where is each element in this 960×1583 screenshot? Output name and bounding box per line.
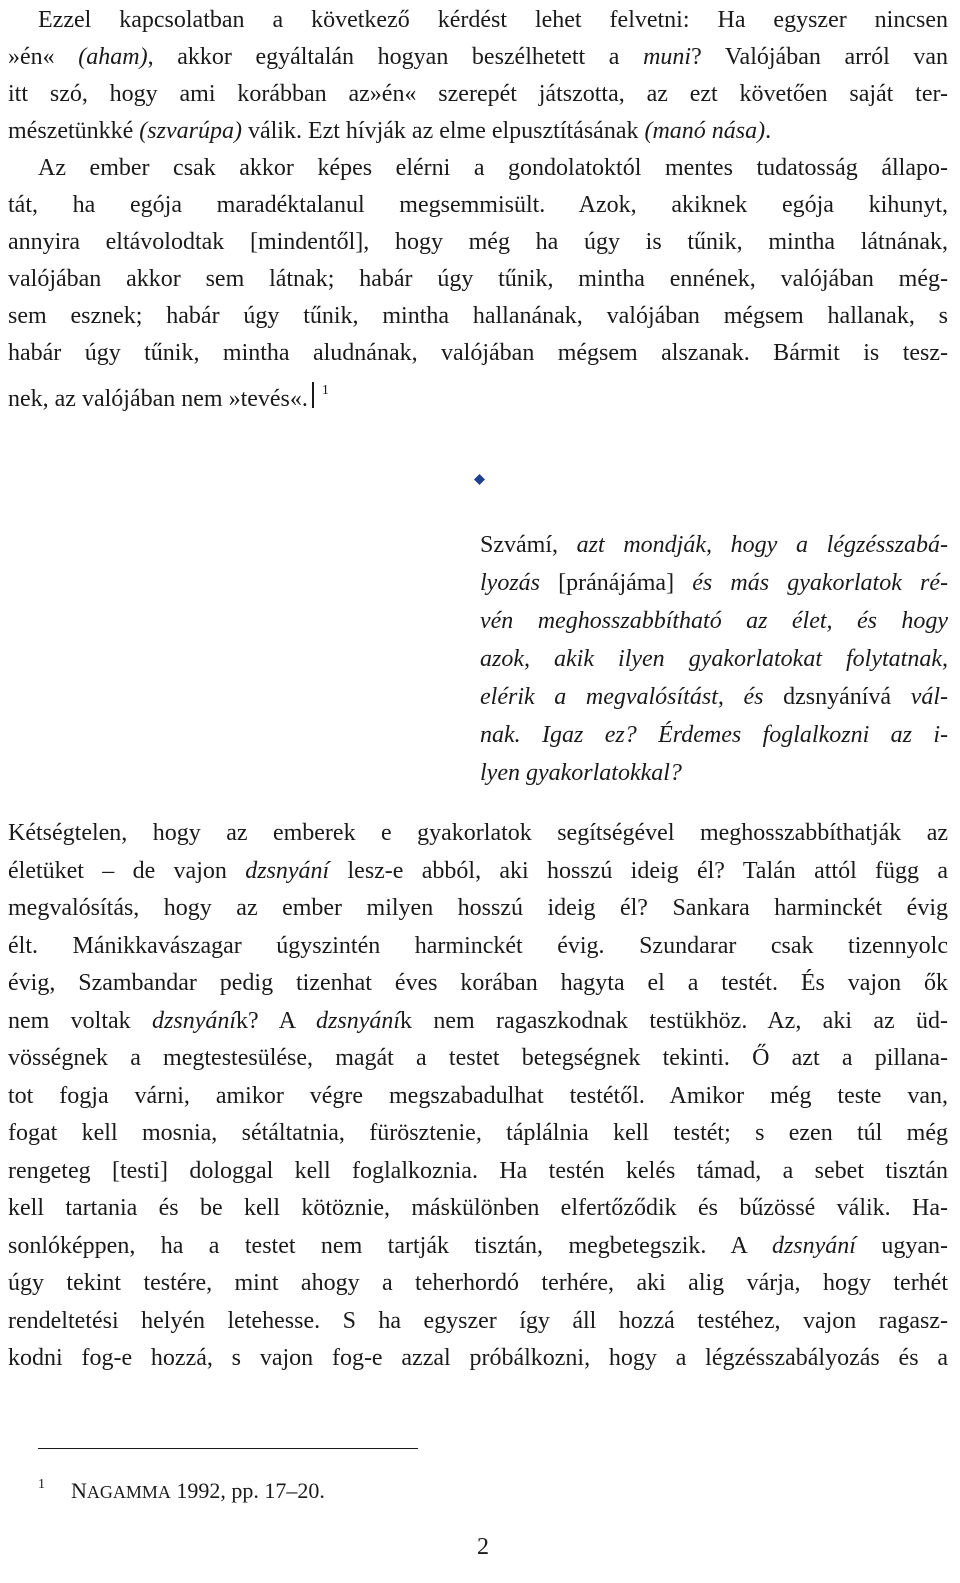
italic-term: azok, akik ilyen gyakorlatokat folytatnak, bbox=[480, 646, 948, 672]
italic-term: vál- bbox=[910, 684, 948, 710]
text-line: Ezzel kapcsolatban a következő kérdést lehet felvetni: Ha egyszer nincsen bbox=[38, 7, 948, 33]
text-line: tát, ha egója maradéktalanul megsemmisült. Azok, akiknek egója kihunyt, bbox=[8, 192, 948, 218]
quote-line bbox=[480, 754, 948, 792]
text-line: Kétségtelen, hogy az emberek e gyakorlatok segítségével meghosszabbíthatják az bbox=[8, 820, 948, 846]
reference-marker bbox=[312, 382, 314, 408]
text-line: megvalósítás, hogy az ember milyen hosszú ideig él? Sankara harminckét évig bbox=[8, 895, 948, 921]
quote-line bbox=[480, 640, 948, 678]
italic-term: (aham) bbox=[78, 44, 148, 70]
text-line: vösségnek a megtestesülése, magát a testet betegségnek tekinti. Ő azt a pillana- bbox=[8, 1045, 948, 1071]
text-line: fogat kell mosnia, sétáltatnia, fürösztenie, táplálnia kell testét; s ezen túl még bbox=[8, 1120, 948, 1146]
footnote-citation: 1992, pp. 17–20. bbox=[170, 1478, 325, 1503]
text-line: sem esznek; habár úgy tűnik, mintha hallanának, valójában mégsem hallanak, s bbox=[8, 303, 948, 329]
quote-line: Szvámí, azt mondják, hogy a légzésszabá- bbox=[480, 532, 948, 558]
text-line: mészetünkké (szvarúpa) válik. Ezt hívják az elme elpusztításának (manó nása). bbox=[8, 118, 772, 144]
italic-term: dzsnyání bbox=[316, 1007, 401, 1034]
text-line: nem voltak dzsnyáník? A dzsnyáník nem ragaszkodnak testükhöz. Az, aki az üd- bbox=[8, 1007, 948, 1034]
text-line: rengeteg [testi] dologgal kell foglalkoznia. Ha testén kelés támad, a sebet tisztán bbox=[8, 1157, 948, 1184]
footnote-number: 1 bbox=[38, 1477, 45, 1492]
text-line: valójában akkor sem látnak; habár úgy tűnik, mintha ennének, valójában még- bbox=[8, 266, 948, 292]
text-line: tot fogja várni, amikor végre megszabadulhat testétől. Amikor még teste van, bbox=[8, 1082, 948, 1109]
italic-term: muni bbox=[643, 44, 692, 70]
footnote-reference[interactable]: 1 bbox=[321, 383, 329, 398]
text-line: kell tartania és be kell kötöznie, máskülönben elfertőződik és bűzössé válik. Ha- bbox=[8, 1195, 948, 1221]
text-line: évig, Szambandar pedig tizenhat éves korában hagyta el a testét. És vajon ők bbox=[8, 970, 948, 996]
footnote bbox=[38, 1470, 325, 1507]
italic-term: és más gyakorlatok ré- bbox=[692, 570, 949, 596]
text-line: sonlóképpen, ha a testet nem tartják tisztán, megbetegszik. A dzsnyání ugyan- bbox=[8, 1232, 948, 1259]
italic-term: dzsnyání bbox=[152, 1007, 237, 1034]
text-line: élt. Mánikkavászagar úgyszintén harminckét évig. Szundarar csak tizennyolc bbox=[8, 932, 948, 959]
italic-term: (manó nása) bbox=[644, 118, 766, 144]
text-line-last bbox=[8, 372, 948, 418]
footnote-author-initial: N bbox=[71, 1478, 87, 1503]
paragraph-answer bbox=[8, 815, 948, 1378]
italic-term: dzsnyání bbox=[245, 857, 330, 884]
footnote-author-rest: AGAMMA bbox=[86, 1482, 171, 1502]
italic-term: azt mondják, hogy a légzésszabá- bbox=[576, 532, 948, 558]
quote-line: lyozás [pránájáma] és más gyakorlatok ré- bbox=[480, 570, 949, 596]
paragraph-intro bbox=[8, 2, 948, 418]
text-line: Az ember csak akkor képes elérni a gondolatoktól mentes tudatosság állapo- bbox=[38, 155, 948, 181]
text-line: életüket – de vajon dzsnyání lesz-e abból, aki hosszú ideig él? Talán attól függ a bbox=[8, 857, 949, 884]
text-line: úgy tekint testére, mint ahogy a teherhordó terhére, aki alig várja, hogy terhét bbox=[8, 1270, 948, 1296]
text-line: annyira eltávolodtak [mindentől], hogy még ha úgy is tűnik, mintha látnának, bbox=[8, 229, 948, 255]
text-line: »én« (aham), akkor egyáltalán hogyan beszélhetett a muni? Valójában arról van bbox=[8, 44, 949, 70]
quote-line bbox=[480, 716, 948, 754]
text-line: nek, az valójában nem »tevés«. bbox=[8, 386, 308, 412]
italic-term: elérik a megvalósítást, és bbox=[480, 684, 784, 710]
italic-term: vén meghosszabbítható az élet, és hogy bbox=[480, 608, 948, 634]
text-line: kodni fog-e hozzá, s vajon fog-e azzal próbálkozni, hogy a légzésszabályozás és a bbox=[8, 1345, 948, 1371]
text-line: habár úgy tűnik, mintha aludnának, valójában mégsem alszanak. Bármit is tesz- bbox=[8, 340, 948, 366]
question-block bbox=[480, 526, 948, 792]
quote-line bbox=[480, 602, 948, 640]
italic-term: lyen gyakorlatokkal? bbox=[480, 760, 682, 786]
quote-line: elérik a megvalósítást, és dzsnyánívá vál- bbox=[480, 684, 948, 710]
italic-term: (szvarúpa) bbox=[139, 118, 242, 144]
page-number: 2 bbox=[477, 1534, 489, 1560]
footnote-divider bbox=[38, 1448, 418, 1449]
italic-term: dzsnyání bbox=[771, 1232, 856, 1259]
text-line: rendeltetési helyén letehesse. S ha egyszer így áll hozzá testéhez, vajon ragasz- bbox=[8, 1307, 948, 1334]
italic-term: nak. Igaz ez? Érdemes foglalkozni az i- bbox=[480, 722, 948, 748]
italic-term: lyozás bbox=[480, 570, 540, 596]
text-line: itt szó, hogy ami korábban az»én« szerepét játszotta, az ezt követően saját ter- bbox=[8, 81, 948, 107]
diamond-ornament-icon bbox=[474, 474, 485, 485]
